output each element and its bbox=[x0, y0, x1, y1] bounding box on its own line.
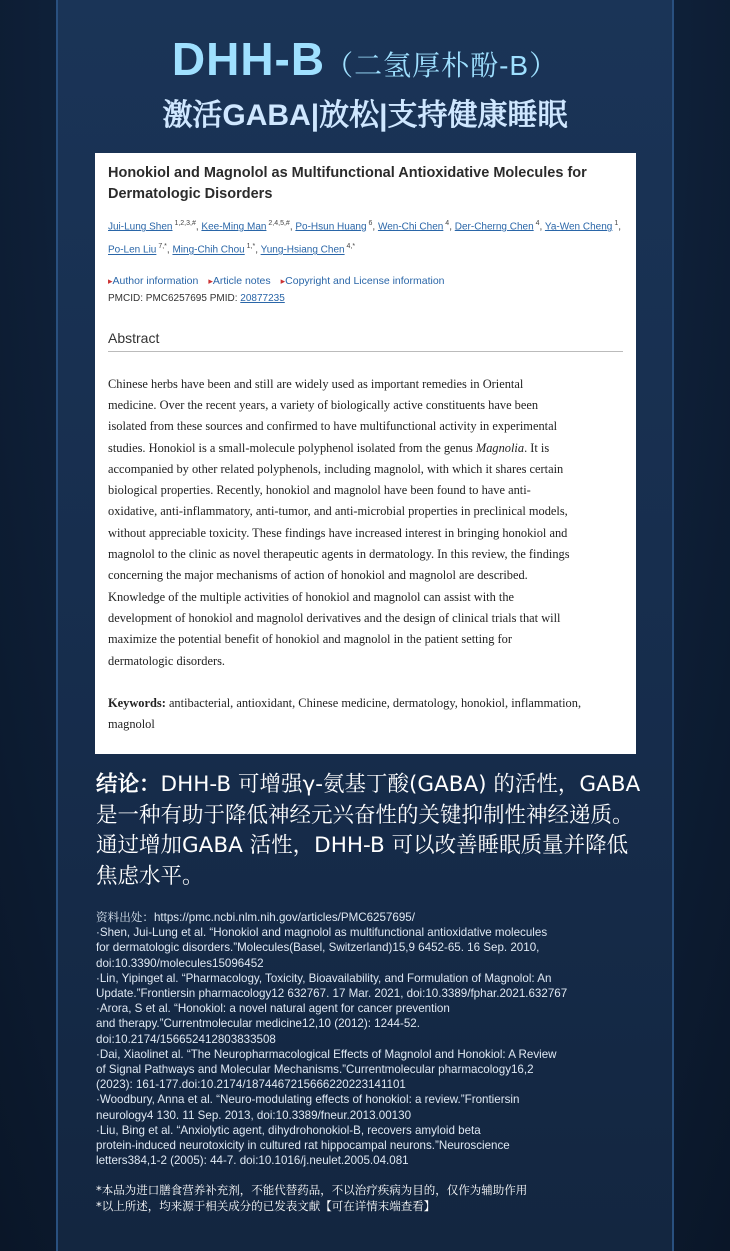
abstract-line: maximize the potential benefit of honokiol and magnolol in the patient setting for bbox=[108, 632, 512, 647]
conclusion-text: DHH-B 可增强γ-氨基丁酸(GABA) 的活性，GABA 是一种有助于降低神经元兴奋性的关键抑制性神经递质。通过增加GABA 活性，DHH-B 可以改善睡眠质量并降低焦虑水平。 bbox=[96, 772, 641, 889]
disclaimer-notes bbox=[96, 1182, 648, 1214]
abstract-line: without appreciable toxicity. These findings have increased interest in bringing honokiol and bbox=[108, 525, 568, 540]
reference-item: ·Shen, Jui-Lung et al. “Honokiol and magnolol as multifunctional antioxidative molecules for dermatologic disorders.”Molecules(Basel, Switzerland)15,9 6452-65. 16 Sep. 2010, doi:10.3390/molecules15096452 bbox=[96, 926, 548, 970]
author-affiliation: 4 bbox=[443, 220, 450, 227]
abstract-line: oxidative, anti-inflammatory, anti-tumor, and anti-microbial properties in preclinical models, bbox=[108, 504, 568, 519]
author-affiliation: 7,* bbox=[156, 243, 167, 251]
author-link[interactable]: Po-Len Liu bbox=[108, 244, 157, 256]
abstract-line: medicine. Over the recent years, a variety of biologically active constituents have been bbox=[108, 397, 539, 412]
author-link[interactable]: Yung-Hsiang Chen bbox=[260, 244, 345, 256]
references bbox=[96, 910, 648, 1168]
reference-item: ·Liu, Bing et al. “Anxiolytic agent, dihydrohonokiol-B, recovers amyloid beta protein-induced neurotoxicity in cultured rat hippocampal neurons.”Neuroscience letters384,1-2 (2005): 44-7. doi:10.1016/j.neulet.2005.04.081 bbox=[96, 1123, 510, 1168]
author-link[interactable]: Po-Hsun Huang bbox=[295, 221, 367, 233]
abstract-line: Knowledge of the multiple activities of honokiol and magnolol can assist with the bbox=[108, 589, 515, 604]
author-affiliation: 2,4,5,# bbox=[266, 220, 290, 227]
conclusion bbox=[96, 770, 644, 892]
article-ids bbox=[108, 293, 623, 304]
product-title bbox=[0, 32, 730, 86]
author-link[interactable]: Ming-Chih Chou bbox=[172, 244, 245, 256]
author-affiliation: 1,2,3,# bbox=[172, 220, 196, 227]
author-link[interactable]: Ya-Wen Cheng bbox=[544, 221, 613, 233]
abstract-heading: Abstract bbox=[108, 330, 623, 352]
author-link[interactable]: Jui-Lung Shen bbox=[108, 221, 173, 233]
abstract-line: concerning the major mechanisms of action of honokiol and magnolol are described. bbox=[108, 568, 528, 583]
author-affiliation: 4 bbox=[533, 220, 540, 227]
pmid-label: PMID: bbox=[209, 292, 238, 304]
article-links bbox=[108, 275, 623, 287]
abstract-line: biological properties. Recently, honokiol and magnolol have been found to have anti- bbox=[108, 483, 531, 498]
abstract-line: magnolol to the clinic as novel therapeutic agents in dermatology. In this review, the findings bbox=[108, 547, 570, 562]
reference-item: ·Arora, S et al. “Honokiol: a novel natural agent for cancer prevention and therapy.”Currentmolecular medicine12,10 (2012): 1244-52. doi:10.2174/156652412803833508 bbox=[96, 1002, 450, 1046]
author-link[interactable]: Wen-Chi Chen bbox=[377, 221, 444, 233]
author-affiliation: 4,* bbox=[344, 243, 356, 251]
abstract-line: development of honokiol and magnolol derivatives and the design of clinical trials that will bbox=[108, 610, 561, 625]
author-affiliation: 1 bbox=[612, 220, 619, 227]
author-list: Jui-Lung Shen $^{1,2,3,\#}$, Kee-Ming Man $^{2,4,5,\#}$, Po-Hsun Huang $^6$, Wen-Chi Chen $^4$, Der-Cherng Chen $^4$, Ya-Wen Cheng $^1$, Po-Len Liu $^{7,*}$, Ming-Chih Chou $^{1,*}$, Yung-Hsiang Chen $^{4,*}$ bbox=[108, 220, 621, 256]
paper-title: Honokiol and Magnolol as Multifunctional Antioxidative Molecules for Dermatologic Disorders bbox=[108, 165, 587, 202]
keywords bbox=[108, 693, 623, 736]
article-link[interactable]: ▸ Article notes bbox=[208, 275, 270, 287]
author-link[interactable]: Der-Cherng Chen bbox=[454, 221, 534, 233]
product-chinese-name: （二氢厚朴酚-B） bbox=[325, 50, 559, 81]
reference-item: ·Dai, Xiaolinet al. “The Neuropharmacological Effects of Magnolol and Honokiol: A Review of Signal Pathways and Molecular Mechanisms.”Currentmolecular pharmacology16,2 (2023): 161-177.doi:10.2174/1874467215666220223141101 bbox=[96, 1047, 557, 1092]
abstract-line: isolated from these sources and confirmed to have multifunctional activity in experimental bbox=[108, 419, 558, 434]
abstract-line: studies. Honokiol is a small-molecule polyphenol isolated from the genus Magnolia. It is bbox=[108, 440, 550, 455]
keywords-text: antibacterial, antioxidant, Chinese medicine, dermatology, honokiol, inflammation, magnolol bbox=[108, 695, 582, 732]
author-affiliation: 6 bbox=[366, 220, 373, 227]
author-affiliation: 1,* bbox=[244, 243, 256, 251]
author-link[interactable]: Kee-Ming Man bbox=[201, 221, 267, 233]
note-item: *以上所述，均来源于相关成分的已发表文献【可在详情末端查看】 bbox=[96, 1199, 436, 1213]
article-link[interactable]: ▸ Author information bbox=[108, 275, 198, 287]
note-item: *本品为进口膳食营养补充剂，不能代替药品，不以治疗疾病为目的，仅作为辅助作用 bbox=[96, 1183, 528, 1197]
abstract-body bbox=[108, 374, 623, 672]
reference-item: ·Lin, Yipinget al. “Pharmacology, Toxicity, Bioavailability, and Formulation of Magnolol: An Update.”Frontiersin pharmacology12 632767. 17 Mar. 2021, doi:10.3389/fphar.2021.632767 bbox=[96, 971, 568, 1001]
article-link[interactable]: ▸ Copyright and License information bbox=[281, 275, 445, 287]
abstract-line: accompanied by other related polyphenols, including magnolol, with which it shares certain bbox=[108, 461, 564, 476]
pmcid: PMCID: PMC6257695 bbox=[108, 292, 207, 304]
paper-screenshot bbox=[95, 153, 636, 754]
conclusion-label: 结论： bbox=[96, 772, 161, 797]
product-subtitle: 激活GABA|放松|支持健康睡眠 bbox=[162, 99, 568, 132]
reference-item: 资料出处：https://pmc.ncbi.nlm.nih.gov/articles/PMC6257695/ bbox=[96, 911, 415, 924]
product-name: DHH-B bbox=[171, 33, 326, 85]
pmid-link[interactable]: 20877235 bbox=[240, 292, 285, 304]
reference-item: ·Woodbury, Anna et al. “Neuro-modulating effects of honokiol: a review.”Frontiersin neurology4 130. 11 Sep. 2013, doi:10.3389/fneur.2013.00130 bbox=[96, 1093, 520, 1122]
abstract-line: dermatologic disorders. bbox=[108, 653, 225, 668]
keywords-label: Keywords: bbox=[108, 695, 166, 710]
abstract-line: Chinese herbs have been and still are widely used as important remedies in Oriental bbox=[108, 376, 524, 391]
